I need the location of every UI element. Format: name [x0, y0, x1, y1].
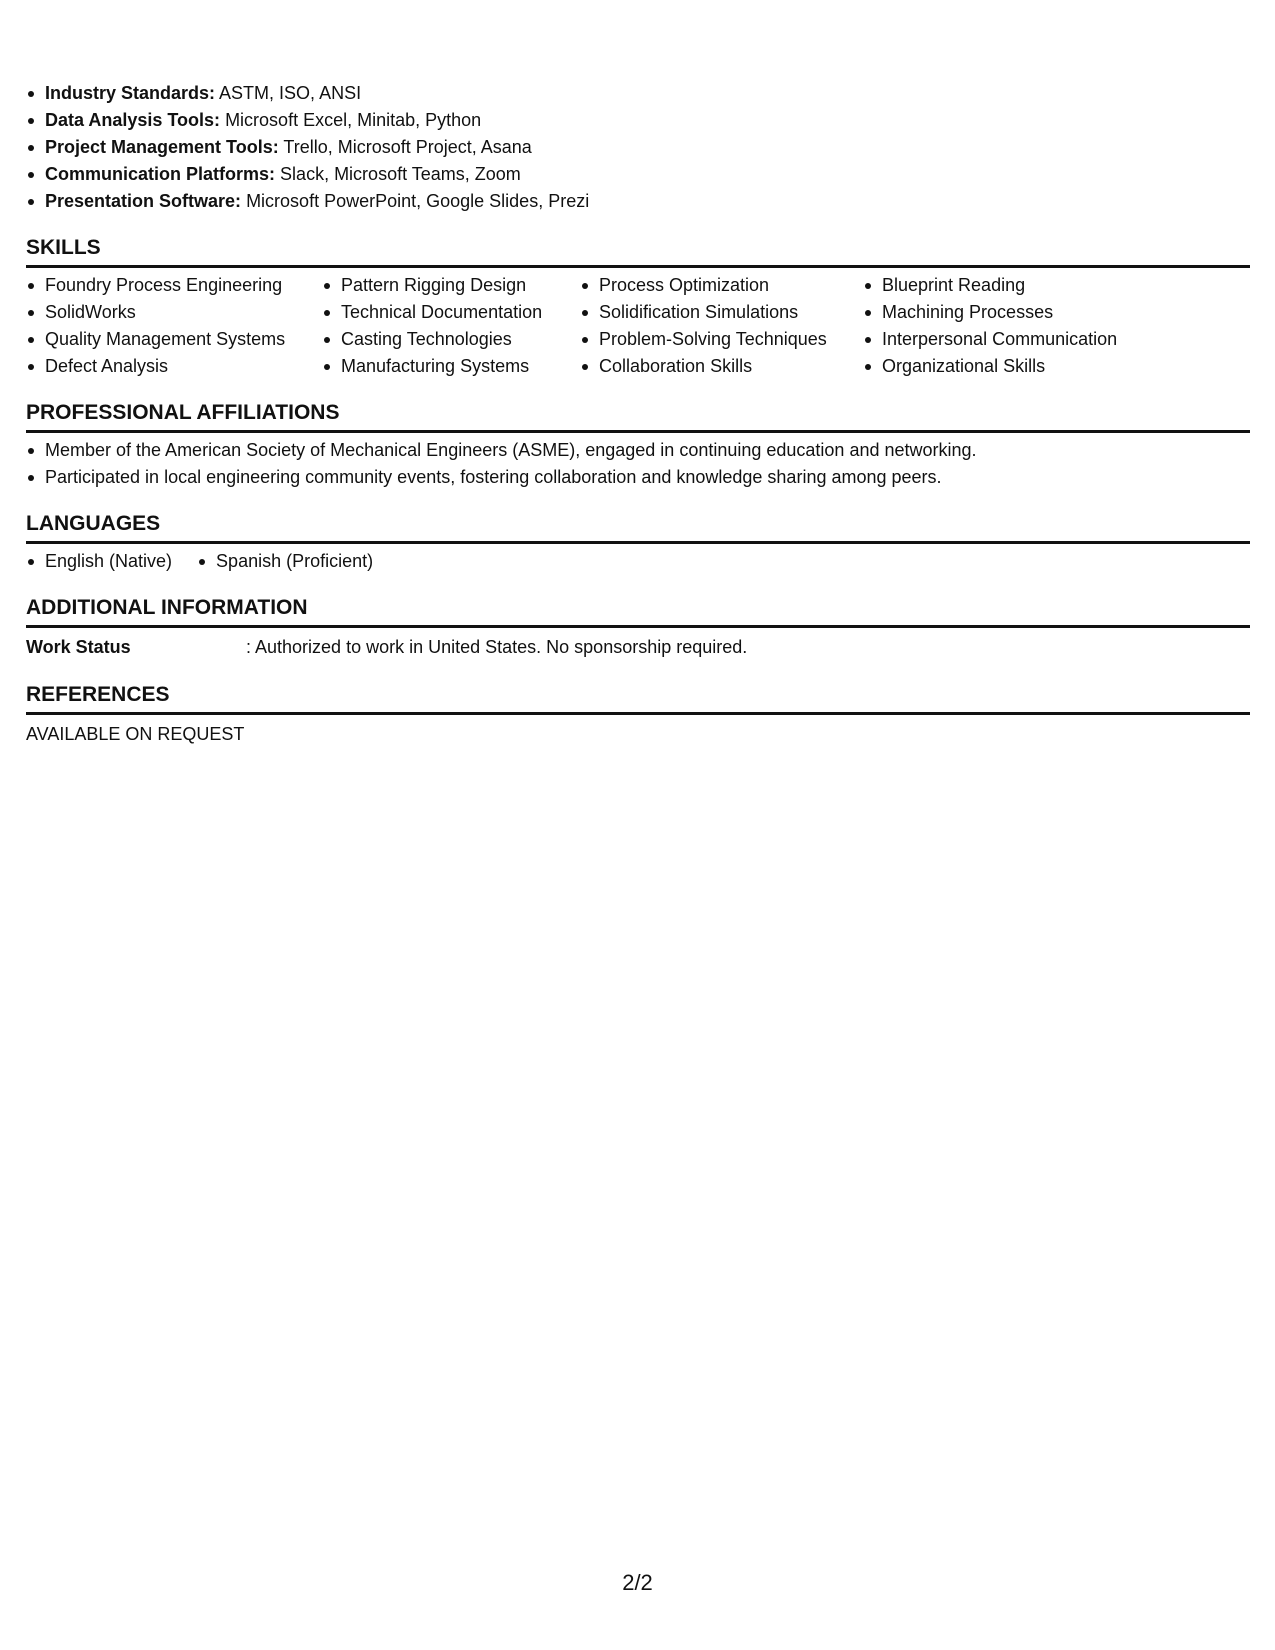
- tool-label: Industry Standards:: [45, 83, 216, 103]
- tool-item-communication: [26, 161, 1250, 188]
- skills-section: [26, 235, 1250, 380]
- skills-column: [322, 272, 580, 380]
- skill-item: Defect Analysis: [26, 353, 322, 380]
- section-title-languages: LANGUAGES: [26, 511, 1250, 544]
- affiliation-item: Member of the American Society of Mechanical Engineers (ASME), engaged in continuing education and networking.: [26, 437, 1250, 464]
- skill-item: Foundry Process Engineering: [26, 272, 322, 299]
- work-status-value: : Authorized to work in United States. No sponsorship required.: [246, 637, 748, 657]
- tool-item-industry-standards: [26, 80, 1250, 107]
- additional-info-section: [26, 595, 1250, 662]
- skills-column: [580, 272, 863, 380]
- skill-item: SolidWorks: [26, 299, 322, 326]
- tool-value: Microsoft Excel, Minitab, Python: [225, 110, 482, 130]
- skill-item: Organizational Skills: [863, 353, 1223, 380]
- tool-value: Slack, Microsoft Teams, Zoom: [280, 164, 521, 184]
- language-item: English (Native): [26, 548, 172, 575]
- affiliations-list: [26, 437, 1250, 491]
- skill-item: Collaboration Skills: [580, 353, 863, 380]
- section-title-additional-info: ADDITIONAL INFORMATION: [26, 595, 1250, 628]
- tool-item-data-analysis: [26, 107, 1250, 134]
- skill-item: Process Optimization: [580, 272, 863, 299]
- skills-column: [26, 272, 322, 380]
- skill-item: Technical Documentation: [322, 299, 580, 326]
- languages-section: [26, 511, 1250, 575]
- skill-item: Blueprint Reading: [863, 272, 1223, 299]
- languages-list: [26, 548, 1250, 575]
- skills-grid: [26, 272, 1250, 380]
- tool-item-project-management: [26, 134, 1250, 161]
- skill-item: Pattern Rigging Design: [322, 272, 580, 299]
- tool-item-presentation: [26, 188, 1250, 215]
- tool-label: Project Management Tools:: [45, 137, 279, 157]
- tool-label: Data Analysis Tools:: [45, 110, 221, 130]
- skill-item: Problem-Solving Techniques: [580, 326, 863, 353]
- skill-item: Quality Management Systems: [26, 326, 322, 353]
- references-text: AVAILABLE ON REQUEST: [26, 724, 245, 744]
- page-number: 2/2: [622, 1570, 653, 1595]
- skill-item: Machining Processes: [863, 299, 1223, 326]
- skill-item: Manufacturing Systems: [322, 353, 580, 380]
- skill-item: Solidification Simulations: [580, 299, 863, 326]
- skill-item: Casting Technologies: [322, 326, 580, 353]
- tool-value: Trello, Microsoft Project, Asana: [283, 137, 532, 157]
- section-title-affiliations: PROFESSIONAL AFFILIATIONS: [26, 400, 1250, 433]
- tool-label: Communication Platforms:: [45, 164, 276, 184]
- tool-value: ASTM, ISO, ANSI: [219, 83, 362, 103]
- affiliations-section: [26, 400, 1250, 491]
- section-title-references: REFERENCES: [26, 682, 1250, 715]
- tools-list: [26, 80, 1250, 215]
- section-title-skills: SKILLS: [26, 235, 1250, 268]
- work-status-row: [26, 632, 1250, 662]
- language-item: Spanish (Proficient): [197, 548, 373, 575]
- work-status-label: Work Status: [26, 637, 131, 657]
- resume-page: [26, 80, 1250, 749]
- affiliation-item: Participated in local engineering community events, fostering collaboration and knowledge sharing among peers.: [26, 464, 1250, 491]
- skill-item: Interpersonal Communication: [863, 326, 1223, 353]
- skills-column: [863, 272, 1223, 380]
- references-section: [26, 682, 1250, 749]
- tool-label: Presentation Software:: [45, 191, 242, 211]
- tool-value: Microsoft PowerPoint, Google Slides, Prezi: [246, 191, 590, 211]
